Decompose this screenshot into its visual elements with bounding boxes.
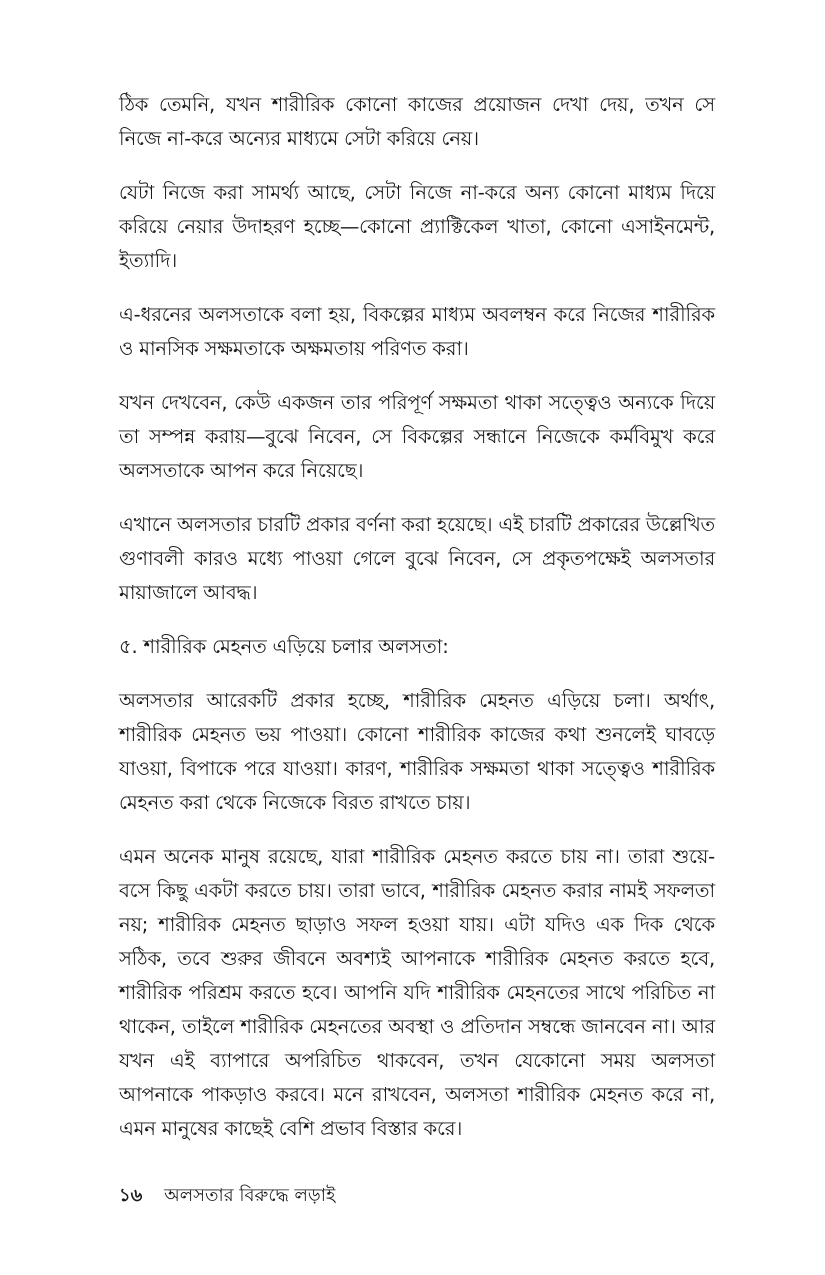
- section-heading: ৫. শারীরিক মেহনত এড়িয়ে চলার অলসতা:: [119, 635, 449, 658]
- running-title: অলসতার বিরুদ্ধে লড়াই: [164, 1185, 336, 1206]
- page-footer: [119, 1183, 335, 1209]
- paragraph: ঠিক তেমনি, যখন শারীরিক কোনো কাজের প্রয়োজন দেখা দেয়, তখন সে নিজে না-করে অন্যের মাধ্যমে সেটা করিয়ে নেয়।: [119, 93, 715, 150]
- paragraph: এমন অনেক মানুষ রয়েছে, যারা শারীরিক মেহনত করতে চায় না। তারা শুয়ে-বসে কিছু একটা করতে চায়। তারা ভাবে, শারীরিক মেহনত করার নামই সফলতা নয়; শারীরিক মেহনত ছাড়াও সফল হওয়া যায়। এটা যদিও এক দিক থেকে সঠিক, তবে শুরুর জীবনে অবশ্যই আপনাকে শারীরিক মেহনত করতে হবে, শারীরিক পরিশ্রম করতে হবে। আপনি যদি শারীরিক মেহনতের সাথে পরিচিত না থাকেন, তাইলে শারীরিক মেহনতের অবস্থা ও প্রতিদান সম্বন্ধে জানবেন না। আর যখন এই ব্যাপারে অপরিচিত থাকবেন, তখন যেকোনো সময় অলসতা আপনাকে পাকড়াও করবে। মনে রাখবেন, অলসতা শারীরিক মেহনত করে না, এমন মানুষের কাছেই বেশি প্রভাব বিস্তার করে।: [119, 845, 715, 1140]
- paragraph: যখন দেখবেন, কেউ একজন তার পরিপূর্ণ সক্ষমতা থাকা সত্ত্বেও অন্যকে দিয়ে তা সম্পন্ন করায়—বুঝে নিবেন, সে বিকল্পের সন্ধানে নিজেকে কর্মবিমুখ করে অলসতাকে আপন করে নিয়েছে।: [119, 391, 715, 482]
- paragraph: অলসতার আরেকটি প্রকার হচ্ছে, শারীরিক মেহনত এড়িয়ে চলা। অর্থাৎ, শারীরিক মেহনত ভয় পাওয়া। কোনো শারীরিক কাজের কথা শুনলেই ঘাবড়ে যাওয়া, বিপাকে পরে যাওয়া। কারণ, শারীরিক সক্ষমতা থাকা সত্ত্বেও শারীরিক মেহনত করা থেকে নিজেকে বিরত রাখতে চায়।: [119, 689, 715, 814]
- paragraph: এ-ধরনের অলসতাকে বলা হয়, বিকল্পের মাধ্যম অবলম্বন করে নিজের শারীরিক ও মানসিক সক্ষমতাকে অক্ষমতায় পরিণত করা।: [119, 303, 715, 360]
- paragraph: যেটা নিজে করা সামর্থ্য আছে, সেটা নিজে না-করে অন্য কোনো মাধ্যম দিয়ে করিয়ে নেয়ার উদাহরণ হচ্ছে—কোনো প্র্যাক্টিকেল খাতা, কোনো এসাইনমেন্ট, ইত্যাদি।: [119, 181, 715, 272]
- page-number: ১৬: [119, 1185, 143, 1206]
- paragraph: এখানে অলসতার চারটি প্রকার বর্ণনা করা হয়েছে। এই চারটি প্রকারের উল্লেখিত গুণাবলী কারও মধ্যে পাওয়া গেলে বুঝে নিবেন, সে প্রকৃতপক্ষেই অলসতার মায়াজালে আবদ্ধ।: [119, 513, 715, 604]
- page-body: [119, 88, 715, 1166]
